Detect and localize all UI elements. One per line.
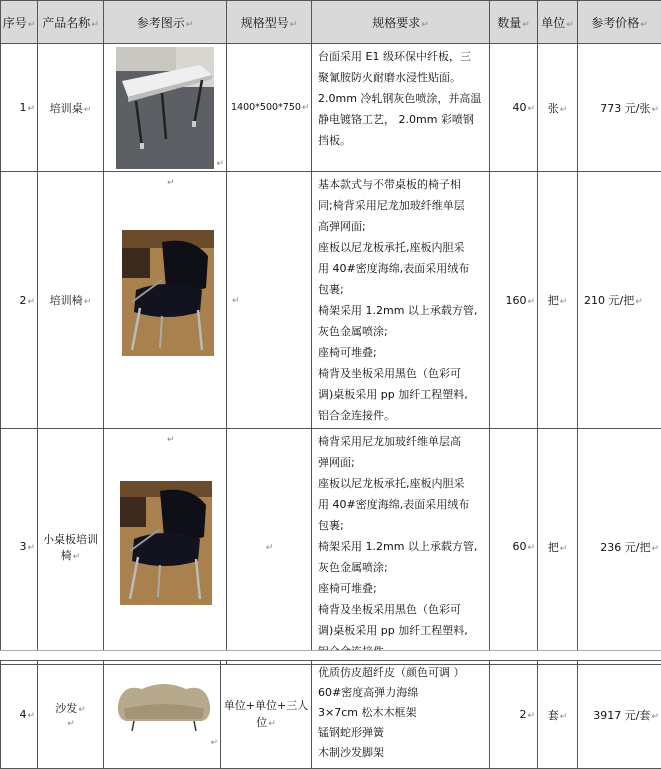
spec-requirements: 基本款式与不带桌板的椅子相 同;椅背采用尼龙加玻纤维单层 高弹网面; 座板以尼龙板承托,座板内胆采 用 40#密度海绵,表面采用绒布 包裹; 椅架采用 1.2mm 以上承载方管, 灰色金属喷涂; 座椅可堆叠; 椅背及坐板采用黑色（色彩可 调)桌板采用 pp 加纤工程塑料, 铝合金连接件。: [312, 172, 490, 429]
header-row: [1, 1, 661, 44]
header-name: 产品名称↵: [38, 1, 104, 44]
chair-photo: [122, 230, 214, 356]
table-row: [1, 172, 661, 429]
row-number: 4↵: [1, 661, 38, 769]
header-unit: 单位↵: [538, 1, 578, 44]
header-price: 参考价格↵: [578, 1, 661, 44]
spec-requirements: 优质仿皮超纤皮（颜色可调 ） 60#密度高弹力海绵 3×7cm 松木木框架 锰钢蛇形弹簧 木制沙发脚架: [312, 661, 490, 769]
reference-image-cell: ↵: [104, 44, 227, 172]
quantity: 160↵: [490, 172, 538, 429]
header-spec: 规格要求↵: [312, 1, 490, 44]
table-row: [1, 661, 661, 769]
header-model: 规格型号↵: [227, 1, 312, 44]
quantity: 2↵: [490, 661, 538, 769]
unit: 套↵: [538, 661, 578, 769]
row-number: 2↵: [1, 172, 38, 429]
product-table-continued: [0, 660, 661, 769]
unit: 张↵: [538, 44, 578, 172]
chair-photo: [120, 481, 212, 605]
reference-price: 773 元/张↵: [578, 44, 661, 172]
model-spec: 单位+单位+三人位↵: [221, 661, 312, 769]
model-spec: 1400*500*750↵: [227, 44, 312, 172]
reference-price: 3917 元/套↵: [578, 661, 661, 769]
spec-requirements: 椅背采用尼龙加玻纤维单层高 弹网面; 座板以尼龙板承托,座板内胆采 用 40#密度海绵,表面采用绒布 包裹; 椅架采用 1.2mm 以上承载方管, 灰色金属喷涂; 座椅可堆叠; 椅背及坐板采用黑色（色彩可 调)桌板采用 pp 加纤工程塑料,: [312, 429, 490, 665]
reference-image-cell: ↵: [104, 661, 221, 769]
reference-image-cell: ↵: [104, 172, 227, 429]
header-no: 序号↵: [1, 1, 38, 44]
quantity: 40↵: [490, 44, 538, 172]
sofa-photo: [112, 675, 216, 737]
unit: 把↵: [538, 429, 578, 665]
reference-price: 236 元/把↵: [578, 429, 661, 665]
product-name: 培训桌↵: [38, 44, 104, 172]
header-qty: 数量↵: [490, 1, 538, 44]
model-spec: ↵: [227, 429, 312, 665]
quantity: 60↵: [490, 429, 538, 665]
table-row: [1, 429, 661, 665]
product-name: 培训椅↵: [38, 172, 104, 429]
row-number: 3↵: [1, 429, 38, 665]
header-image: 参考图示↵: [104, 1, 227, 44]
desk-photo: [116, 47, 214, 169]
table-row: [1, 44, 661, 172]
unit: 把↵: [538, 172, 578, 429]
reference-image-cell: ↵: [104, 429, 227, 665]
reference-price: 210 元/把↵: [578, 172, 661, 429]
product-name: 小桌板培训椅↵: [38, 429, 104, 665]
row-number: 1↵: [1, 44, 38, 172]
product-name: 沙发↵ ↵: [38, 661, 104, 769]
model-spec: ↵: [227, 172, 312, 429]
spec-requirements: 台面采用 E1 级环保中纤板，三 聚氰胺防火耐磨水浸性贴面。 2.0mm 冷轧钢灰色喷涂，并高温 静电镀铬工艺， 2.0mm 彩喷钢 挡板。: [312, 44, 490, 172]
